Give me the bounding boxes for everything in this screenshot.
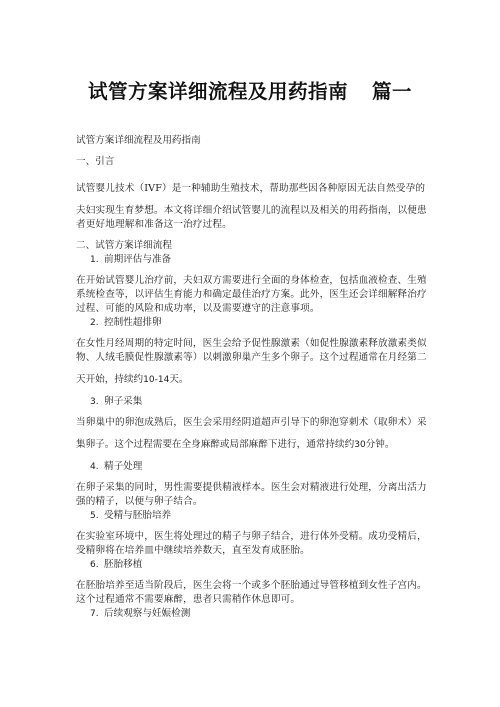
step-number: 7. [90, 609, 99, 619]
step-label: 精子处理 [104, 461, 143, 472]
step-heading-4 [90, 461, 450, 473]
step1-line-2: 系统检查等，以评估生育能力和确定最佳治疗方案。此外，医生还会详细解释治疗 [76, 289, 427, 300]
step-heading-1 [90, 254, 450, 266]
text-run: 天。 [169, 374, 189, 385]
step-label: 前期评估与准备 [104, 254, 172, 265]
step-heading-7 [90, 608, 450, 620]
step-number: 4. [90, 462, 99, 472]
step-label: 胚胎移植 [104, 559, 143, 570]
step-label: 受精与胚胎培养 [104, 510, 172, 521]
intro-line-2: 夫妇实现生育梦想。本文将详细介绍试管婴儿的流程以及相关的用药指南，以便患 [76, 205, 427, 216]
step5-line-2: 受精卵将在培养皿中继续培养数天，直至发育成胚胎。 [76, 545, 310, 556]
step-label: 后续观察与妊娠检测 [104, 608, 191, 619]
step-heading-2 [90, 317, 450, 329]
duration-minutes: 30 [354, 440, 366, 450]
section-heading-process: 二、试管方案详细流程 [76, 240, 172, 251]
step4-line-2: 强的精子，以便与卵子结合。 [76, 496, 203, 507]
step-label: 卵子采集 [104, 396, 143, 407]
title-main: 试管方案详细流程及用药指南 [87, 80, 348, 103]
title-part: 篇一 [372, 80, 413, 103]
intro-line-3: 者更好地理解和准备这一治疗过程。 [76, 219, 232, 230]
step3-line-2 [76, 439, 436, 451]
step-number: 6. [90, 560, 99, 570]
step-heading-3 [90, 396, 450, 408]
step2-line-1: 在女性月经周期的特定时间，医生会给予促性腺激素（如促性腺激素释放激素类似 [76, 338, 427, 349]
step1-line-1: 在开始试管婴儿治疗前，夫妇双方需要进行全面的身体检查，包括血液检查、生殖 [76, 275, 427, 286]
step2-line-2: 物、人绒毛膜促性腺激素等）以刺激卵巢产生多个卵子。这个过程通常在月经第二 [76, 352, 427, 363]
text-run: 集卵子。这个过程需要在全身麻醉或局部麻醉下进行，通常持续约 [76, 439, 355, 450]
step-heading-6 [90, 559, 450, 571]
step6-line-2: 这个过程通常不需要麻醉，患者只需稍作休息即可。 [76, 594, 301, 605]
step1-line-3: 过程、可能的风险和成功率，以及需要遵守的注意事项。 [76, 303, 320, 314]
step4-line-1: 在卵子采集的同时，男性需要提供精液样本。医生会对精液进行处理，分离出活力 [76, 482, 427, 493]
subtitle: 试管方案详细流程及用药指南 [76, 135, 201, 146]
intro-line-1: 试管婴儿技术（IVF）是一种辅助生殖技术，帮助那些因各种原因无法自然受孕的 [76, 183, 426, 194]
text-run: 天开始，持续约 [76, 374, 144, 385]
document-title [0, 76, 500, 104]
duration-days: 10-14 [143, 375, 170, 385]
step-heading-5 [90, 510, 450, 522]
step-number: 3. [90, 397, 99, 407]
step-number: 1. [90, 255, 99, 265]
step3-line-1: 当卵巢中的卵泡成熟后，医生会采用经阴道超声引导下的卵泡穿刺术（取卵术）采 [76, 417, 427, 428]
text-run: 分钟。 [365, 439, 395, 450]
step-number: 5. [90, 511, 99, 521]
step-label: 控制性超排卵 [104, 317, 162, 328]
step-number: 2. [90, 318, 99, 328]
section-heading-intro: 一、引言 [76, 156, 115, 167]
step6-line-1: 在胚胎培养至适当阶段后，医生会将一个或多个胚胎通过导管移植到女性子宫内。 [76, 580, 427, 591]
step2-line-3 [76, 374, 436, 386]
step5-line-1: 在实验室环境中，医生将处理过的精子与卵子结合，进行体外受精。成功受精后， [76, 531, 427, 542]
